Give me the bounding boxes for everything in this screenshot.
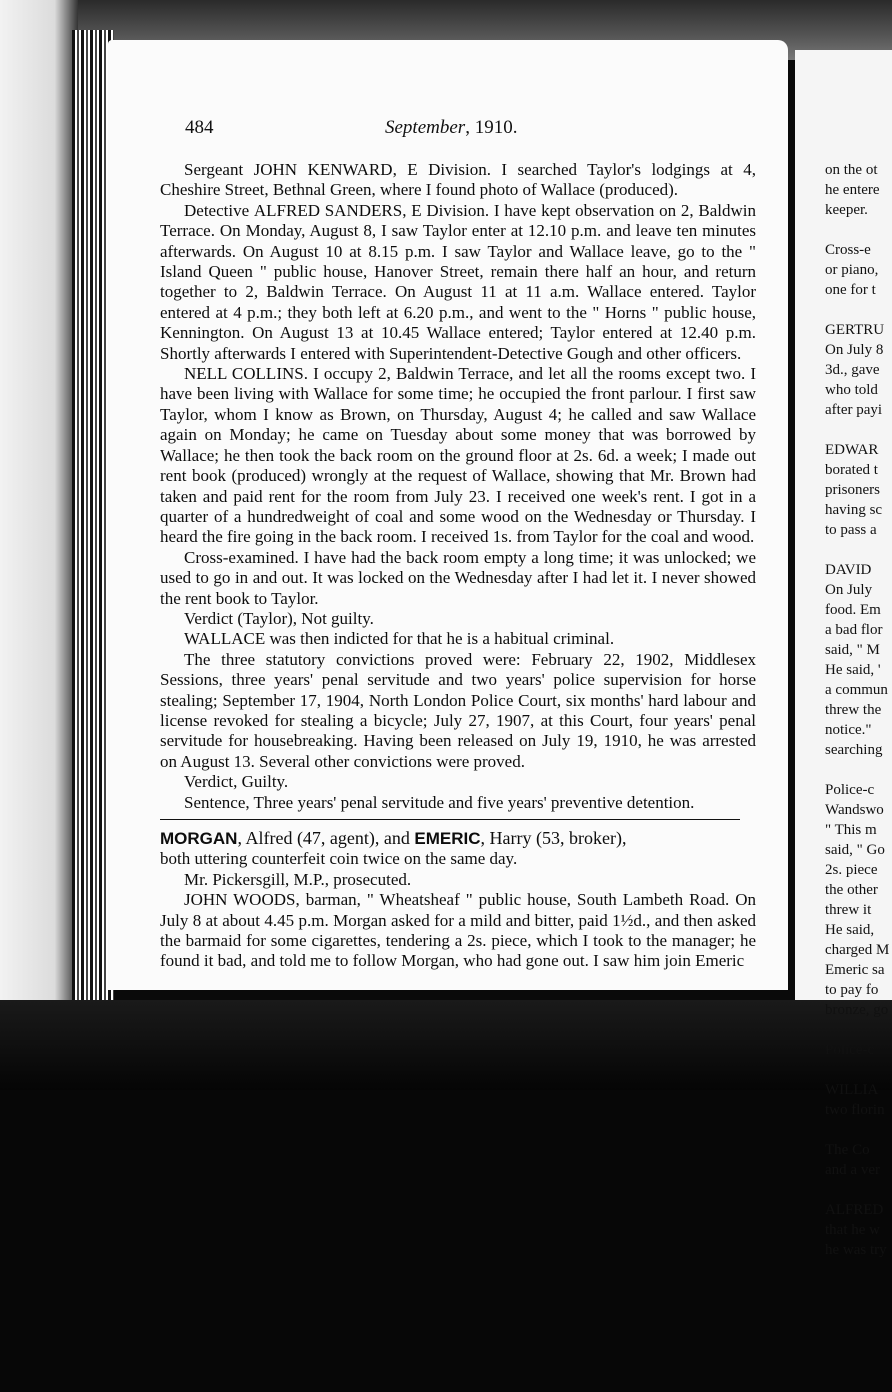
facing-page-line: food. Em (825, 602, 881, 618)
paragraph: NELL COLLINS. I occupy 2, Baldwin Terrace, and let all the rooms except two. I have been living with Wallace for some time; he occupied the front parlour. I first saw Taylor, whom I know as Brown, on Thursday, August 4; he called and saw Wallace again on Monday; he came on Tuesday about some money that was borrowed by Wallace; he then took the back room on the ground floor at 2s. 6d. a week; I made out rent book (produced) wrongly at the request of Wallace, showing that Mr. Brown had taken and paid rent for the room from July 23. I received one week's rent. I got in a quarter of a hundredweight of coal and some wood on the Wednesday or Thursday. I heard the fire going in the back room. I received 1s. from Taylor for the coal and wood. (160, 364, 757, 547)
facing-page-line: said, " Go (825, 842, 885, 858)
facing-page-text (825, 160, 892, 1260)
facing-page-line: Emeric sa (825, 962, 885, 978)
defendant-2: EMERIC (414, 829, 481, 848)
facing-page-line: keeper. (825, 202, 868, 218)
facing-page-line: GERTRU (825, 322, 885, 338)
facing-page-line: searching (825, 742, 883, 758)
facing-page-line: The Co (825, 1142, 870, 1158)
facing-page-line: Police-c (825, 782, 875, 798)
facing-page-line: bronze, go (825, 1002, 889, 1018)
witness-name: NELL COLLINS (184, 364, 304, 384)
facing-page-line (825, 1180, 892, 1200)
facing-page-line: one for t (825, 282, 876, 298)
paragraph: JOHN WOODS, barman, " Wheatsheaf " public house, South Lambeth Road. On July 8 at about 4.45 p.m. Morgan asked for a mild and bitter, paid 1½d., and then asked the barmaid for some cigarettes, tendering a 2s. piece, which I took to the manager; he found it bad, and told me to follow Morgan, who had gone out. I saw him join Emeric (160, 890, 756, 971)
facing-page-line: who told (825, 382, 878, 398)
facing-page-line: he entere (825, 182, 880, 198)
paragraph: Sergeant JOHN KENWARD, E Division. I searched Taylor's lodgings at 4, Cheshire Street, Bethnal Green, where I found photo of Wallace (produced). (160, 160, 756, 200)
facing-page-line: he was try (825, 1242, 887, 1258)
facing-page-line: He said, (825, 922, 875, 938)
facing-page-line: ALFRED (825, 1202, 884, 1218)
paragraph: Verdict (Taylor), Not guilty. (184, 608, 374, 628)
facing-page-line (825, 220, 892, 240)
witness-name: JOHN WOODS (184, 890, 296, 910)
case-heading: MORGAN, Alfred (47, agent), and EMERIC, Harry (53, broker), (160, 828, 627, 848)
witness-name: ALFRED SANDERS (253, 200, 403, 220)
facing-page-line: EDWAR (825, 442, 879, 458)
facing-page-line: threw it (825, 902, 872, 918)
facing-page-line (825, 1060, 892, 1080)
facing-page-line: " This m (825, 822, 877, 838)
witness-name: JOHN KENWARD (253, 160, 393, 179)
facing-page-line: 2s. piece (825, 862, 878, 878)
paragraph: Cross-examined. I have had the back room empty a long time; it was unlocked; we used to go in and out. It was locked on the Wednesday after I had let it. I never showed the rent book to Taylor. (160, 547, 756, 608)
facing-page-line: charged M (825, 942, 890, 958)
facing-page-line (825, 540, 892, 560)
scan-bottom-background (0, 1000, 892, 1392)
defendant-1: MORGAN (160, 829, 238, 848)
page-header (185, 117, 555, 141)
facing-page-line: WILLIA (825, 1082, 879, 1098)
facing-page-line: on the ot (825, 162, 878, 178)
running-title: September, 1910. (385, 117, 518, 138)
facing-page-line: the other (825, 882, 878, 898)
testimony-paragraphs (160, 160, 756, 813)
facing-page-line: a commun (825, 682, 888, 698)
paragraph: Detective ALFRED SANDERS, E Division. I have kept observation on 2, Baldwin Terrace. On Monday, August 8, I saw Taylor enter at 12.10 p.m. and leave ten minutes afterwards. On August 10 at 8.15 p.m. I saw Taylor and Wallace leave, go to the " Island Queen " public house, Hanover Street, remain there half an hour, and return together to 2, Baldwin Terrace. On August 11 at 11 a.m. Wallace entered. Taylor entered at 4 p.m.; they both left at 6.20 p.m., and went to the " Horns " public house, Kennington. On August 13 at 10.45 Wallace entered; Taylor entered at 12.40 p.m. Shortly afterwards I entered with Superintendent-Detective Gough and other officers. (160, 200, 756, 363)
facing-page-line: Police-c (825, 1042, 875, 1058)
facing-page-line: notice." (825, 722, 872, 738)
paragraph: The three statutory convictions proved were: February 22, 1902, Middlesex Sessions, three years' penal servitude and two years' police supervision for horse stealing; September 17, 1904, North London Police Court, six months' hard labour and license revoked for stealing a bicycle; July 27, 1907, at this Court, four years' penal servitude for housebreaking. Having been released on July 19, 1910, he was arrested on August 13. Several other convictions were proved. (160, 649, 756, 771)
case-divider (160, 819, 740, 820)
facing-page-line: after payi (825, 402, 883, 418)
facing-page-line: that he w (825, 1222, 880, 1238)
facing-page-line (825, 760, 892, 780)
page-body (160, 160, 756, 972)
case-testimony (160, 870, 756, 972)
facing-page-line: a bad flor (825, 622, 883, 638)
facing-page-line: to pass a (825, 522, 877, 538)
facing-page-line: threw the (825, 702, 882, 718)
facing-page-line: having sc (825, 502, 883, 518)
paragraph: Sentence, Three years' penal servitude and five years' preventive detention. (184, 792, 695, 812)
facing-page-line (825, 1020, 892, 1040)
facing-page-line: said, " M (825, 642, 880, 658)
facing-page-line: 3d., gave (825, 362, 880, 378)
facing-page-line: On July (825, 582, 873, 598)
facing-page-line: and a ver (825, 1162, 880, 1178)
facing-page-line (825, 300, 892, 320)
paragraph: Mr. Pickersgill, M.P., prosecuted. (184, 869, 412, 889)
facing-page-line: He said, ' (825, 662, 881, 678)
paragraph: Verdict, Guilty. (184, 772, 289, 792)
facing-page-line: or piano, (825, 262, 879, 278)
paragraph: WALLACE was then indicted for that he is a habitual criminal. (184, 629, 615, 649)
facing-page-line: Cross-e (825, 242, 871, 258)
page-number: 484 (185, 117, 214, 138)
facing-page-line: On July 8 (825, 342, 884, 358)
facing-page-line: to pay fo (825, 982, 879, 998)
facing-page-line: borated t (825, 462, 878, 478)
facing-page-line (825, 420, 892, 440)
facing-page-line (825, 1120, 892, 1140)
facing-page-line: Wandswo (825, 802, 884, 818)
facing-page-line: prisoners (825, 482, 880, 498)
running-year: , 1910. (465, 117, 518, 138)
case-charge: both uttering counterfeit coin twice on the same day. (160, 849, 518, 869)
facing-page-line: DAVID (825, 562, 872, 578)
facing-page-line: two florin (825, 1102, 885, 1118)
